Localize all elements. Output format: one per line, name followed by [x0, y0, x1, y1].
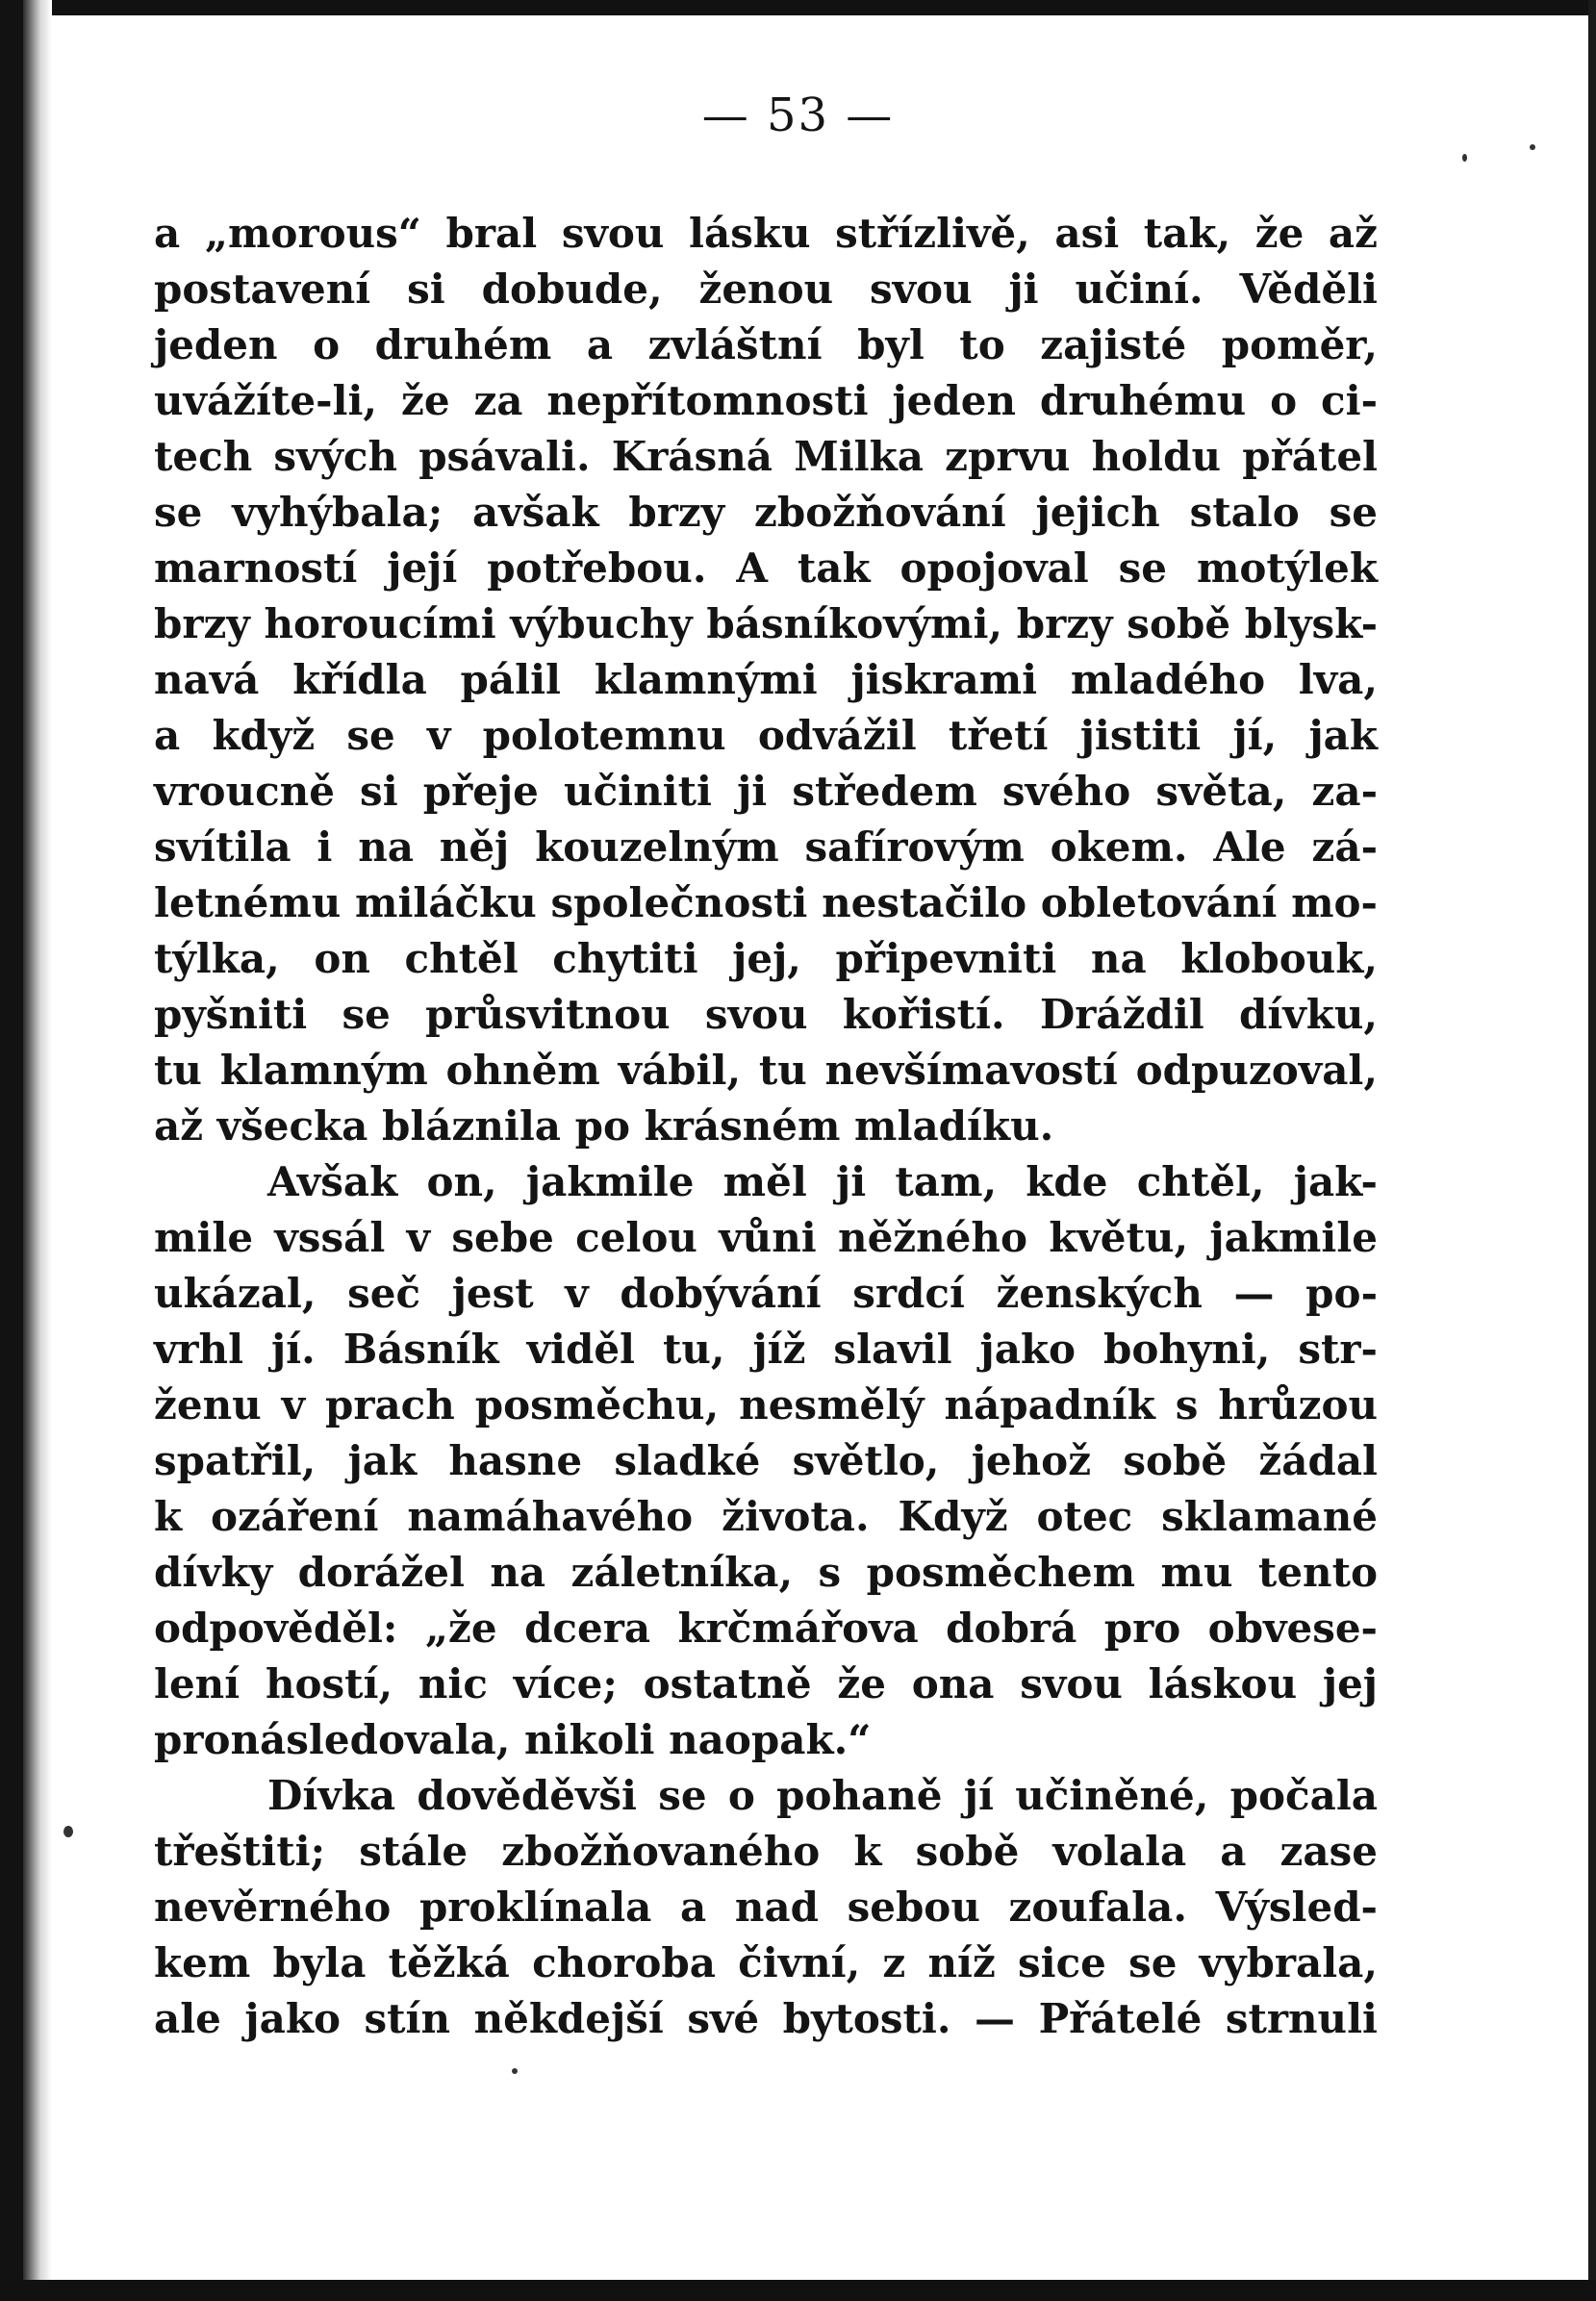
scan-speck: [63, 1826, 73, 1837]
text-line: brzy horoucími výbuchy básníkovými, brzy sobě blysk-: [154, 600, 1378, 647]
scan-speck: [1462, 154, 1467, 162]
text-line: tech svých psávali. Krásná Milka zprvu holdu přátel: [154, 433, 1378, 480]
scan-speck: [1530, 144, 1535, 150]
scan-border-top: [0, 0, 1596, 15]
text-line: třeštiti; stále zbožňovaného k sobě volala a zase: [154, 1828, 1378, 1875]
text-line: lení hostí, nic více; ostatně že ona svou láskou jej: [154, 1660, 1378, 1707]
text-line: vroucně si přeje učiniti ji středem svého světa, za-: [154, 768, 1378, 815]
text-line: a „morous“ bral svou lásku střízlivě, asi tak, že až: [154, 210, 1378, 257]
text-line: vrhl jí. Básník viděl tu, jíž slavil jako bohyni, str-: [154, 1326, 1378, 1373]
body-text: [154, 206, 1378, 2047]
text-line: postavení si dobude, ženou svou ji učiní. Věděli: [154, 266, 1378, 313]
text-line: letnému miláčku společnosti nestačilo obletování mo-: [154, 879, 1378, 926]
scan-border-bottom: [0, 2280, 1596, 2301]
scan-border-right: [1588, 0, 1596, 2301]
page-number: — 53 —: [701, 88, 895, 142]
text-line: kem byla těžká choroba čivní, z níž sice se vybrala,: [154, 1939, 1378, 1986]
text-line: Avšak on, jakmile měl ji tam, kde chtěl, jak-: [267, 1158, 1378, 1205]
text-line: uvážíte-li, že za nepřítomnosti jeden druhému o ci-: [154, 377, 1378, 424]
text-line: a když se v polotemnu odvážil třetí jistiti jí, jak: [154, 712, 1378, 759]
text-line: navá křídla pálil klamnými jiskrami mladého lva,: [154, 656, 1378, 703]
text-line: k ozáření namáhavého života. Když otec sklamané: [154, 1493, 1378, 1540]
text-line: odpověděl: „že dcera krčmářova dobrá pro obvese-: [154, 1605, 1378, 1652]
text-line: se vyhýbala; avšak brzy zbožňování jejich stalo se: [154, 489, 1378, 536]
text-line: svítila i na něj kouzelným safírovým okem. Ale zá-: [154, 823, 1378, 871]
text-line: pronásledovala, nikoli naopak.“: [154, 1716, 872, 1763]
text-line: až všecka bláznila po krásném mladíku.: [154, 1102, 1054, 1150]
scan-border-left: [0, 0, 23, 2301]
text-line: dívky dorážel na záletníka, s posměchem mu tento: [154, 1549, 1378, 1596]
text-line: jeden o druhém a zvláštní byl to zajisté poměr,: [154, 321, 1378, 368]
text-line: týlka, on chtěl chytiti jej, připevniti na klobouk,: [154, 935, 1378, 982]
text-line: spatřil, jak hasne sladké světlo, jehož sobě žádal: [154, 1437, 1378, 1484]
text-line: tu klamným ohněm vábil, tu nevšímavostí odpuzoval,: [154, 1047, 1378, 1094]
text-line: mile vssál v sebe celou vůni něžného květu, jakmile: [154, 1214, 1378, 1261]
text-line: ukázal, seč jest v dobývání srdcí ženských — po-: [154, 1270, 1378, 1317]
text-line: ale jako stín někdejší své bytosti. — Přátelé strnuli: [154, 1995, 1378, 2042]
text-line: marností její potřebou. A tak opojoval se motýlek: [154, 544, 1378, 592]
text-line: ženu v prach posměchu, nesmělý nápadník s hrůzou: [154, 1381, 1378, 1429]
text-line: nevěrného proklínala a nad sebou zoufala. Výsled-: [154, 1884, 1378, 1931]
text-line: pyšniti se průsvitnou svou kořistí. Dráždil dívku,: [154, 991, 1378, 1038]
page-gutter-shadow: [23, 0, 52, 2301]
text-line: Dívka dověděvši se o pohaně jí učiněné, počala: [267, 1772, 1378, 1819]
scan-speck: [512, 2068, 518, 2074]
